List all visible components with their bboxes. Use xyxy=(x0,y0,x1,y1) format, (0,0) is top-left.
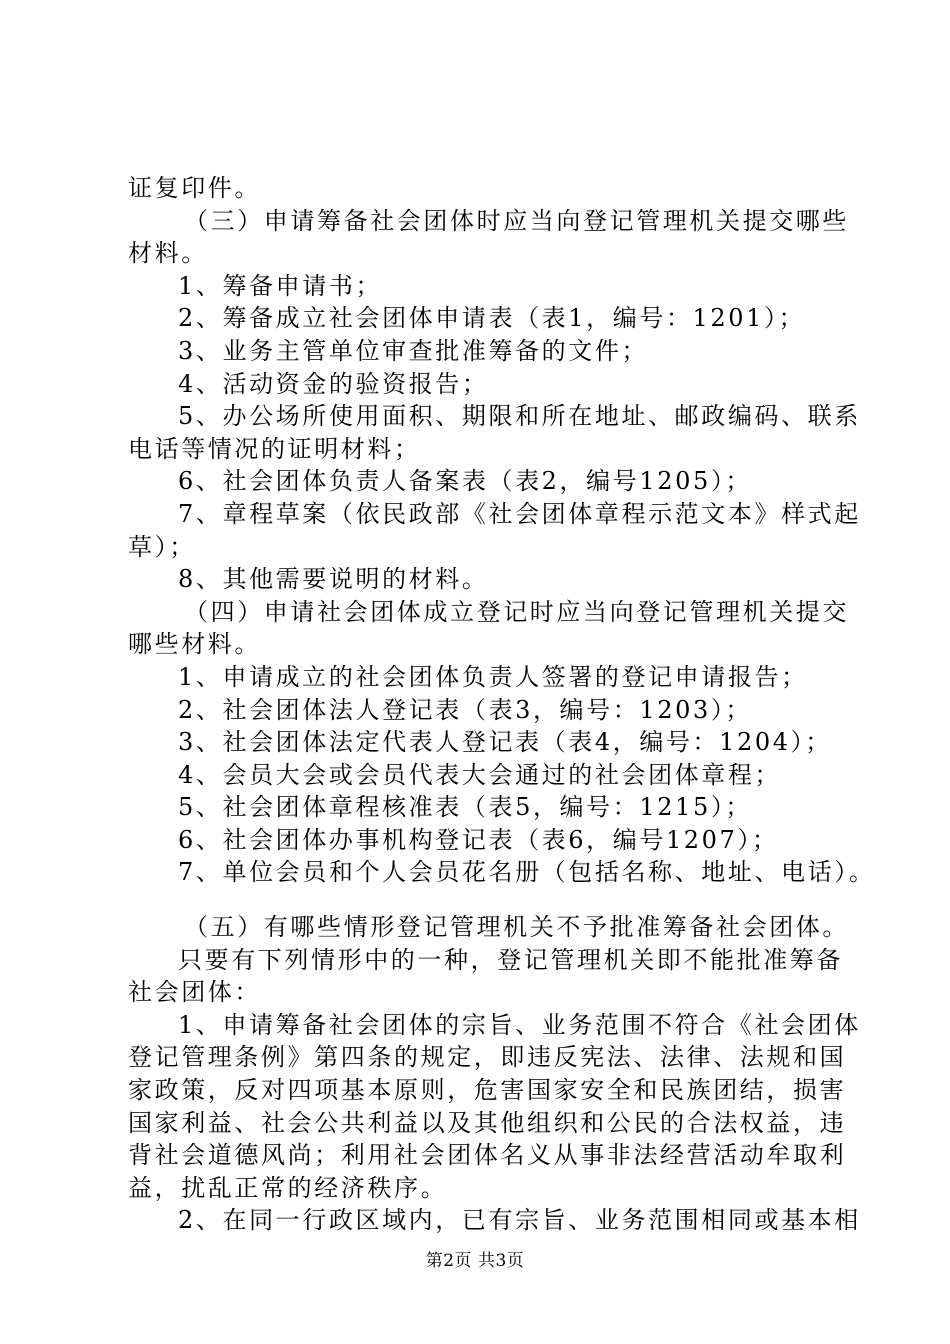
text-line: 1、申请成立的社会团体负责人签署的登记申请报告； xyxy=(178,662,808,691)
text-line: 6、社会团体办事机构登记表（表6，编号1207）； xyxy=(178,825,779,854)
paragraph-gap xyxy=(128,889,834,911)
text-line: 家政策，反对四项基本原则，危害国家安全和民族团结，损害 xyxy=(128,1076,847,1105)
text-line: （五）有哪些情形登记管理机关不予批准筹备社会团体。 xyxy=(184,913,849,942)
text-line: 5、社会团体章程核准表（表5，编号：1215）； xyxy=(178,793,753,822)
text-line: 证复印件。 xyxy=(128,174,261,202)
text-line: 1、申请筹备社会团体的宗旨、业务范围不符合《社会团体 xyxy=(178,1010,861,1039)
text-line: 1、筹备申请书； xyxy=(178,271,383,300)
text-line: 2、筹备成立社会团体申请表（表1，编号：1201）； xyxy=(178,304,806,333)
text-line: 只要有下列情形中的一种，登记管理机关即不能批准筹备 xyxy=(178,945,843,974)
text-line: （四）申请社会团体成立登记时应当向登记管理机关提交 xyxy=(184,597,849,626)
text-line: 5、办公场所使用面积、期限和所在地址、邮政编码、联系 xyxy=(178,402,861,431)
document-body xyxy=(128,172,876,1237)
text-line: 草）； xyxy=(128,532,196,561)
text-line: 7、章程草案（依民政部《社会团体章程示范文本》样式起 xyxy=(178,499,861,528)
text-line: 4、会员大会或会员代表大会通过的社会团体章程； xyxy=(178,760,782,789)
text-line: 社会团体： xyxy=(128,978,261,1007)
text-line: 登记管理条例》第四条的规定，即违反宪法、法律、法规和国 xyxy=(128,1043,847,1072)
text-line: 4、活动资金的验资报告； xyxy=(178,369,489,398)
text-line: 国家利益、社会公共利益以及其他组织和公民的合法权益，违 xyxy=(128,1108,847,1137)
text-line: 电话等情况的证明材料； xyxy=(128,434,421,463)
text-line: 8、其他需要说明的材料。 xyxy=(178,565,489,594)
text-line: 材料。 xyxy=(128,239,208,268)
text-line: 2、在同一行政区域内，已有宗旨、业务范围相同或基本相 xyxy=(178,1206,861,1235)
text-line: 3、业务主管单位审查批准筹备的文件； xyxy=(178,336,649,365)
text-line: （三）申请筹备社会团体时应当向登记管理机关提交哪些 xyxy=(184,206,849,235)
text-line: 哪些材料。 xyxy=(128,630,261,659)
text-line: 背社会道德风尚；利用社会团体名义从事非法经营活动牟取利 xyxy=(128,1141,847,1170)
text-line: 3、社会团体法定代表人登记表（表4，编号：1204）； xyxy=(178,728,832,757)
text-line: 6、社会团体负责人备案表（表2，编号1205）； xyxy=(178,467,753,496)
text-line: 2、社会团体法人登记表（表3，编号：1203）； xyxy=(178,695,753,724)
page-footer: 第2页 共3页 xyxy=(425,1251,525,1271)
text-line: 益，扰乱正常的经济秩序。 xyxy=(128,1173,448,1202)
text-line: 7、单位会员和个人会员花名册（包括名称、地址、电话）。 xyxy=(178,858,876,887)
